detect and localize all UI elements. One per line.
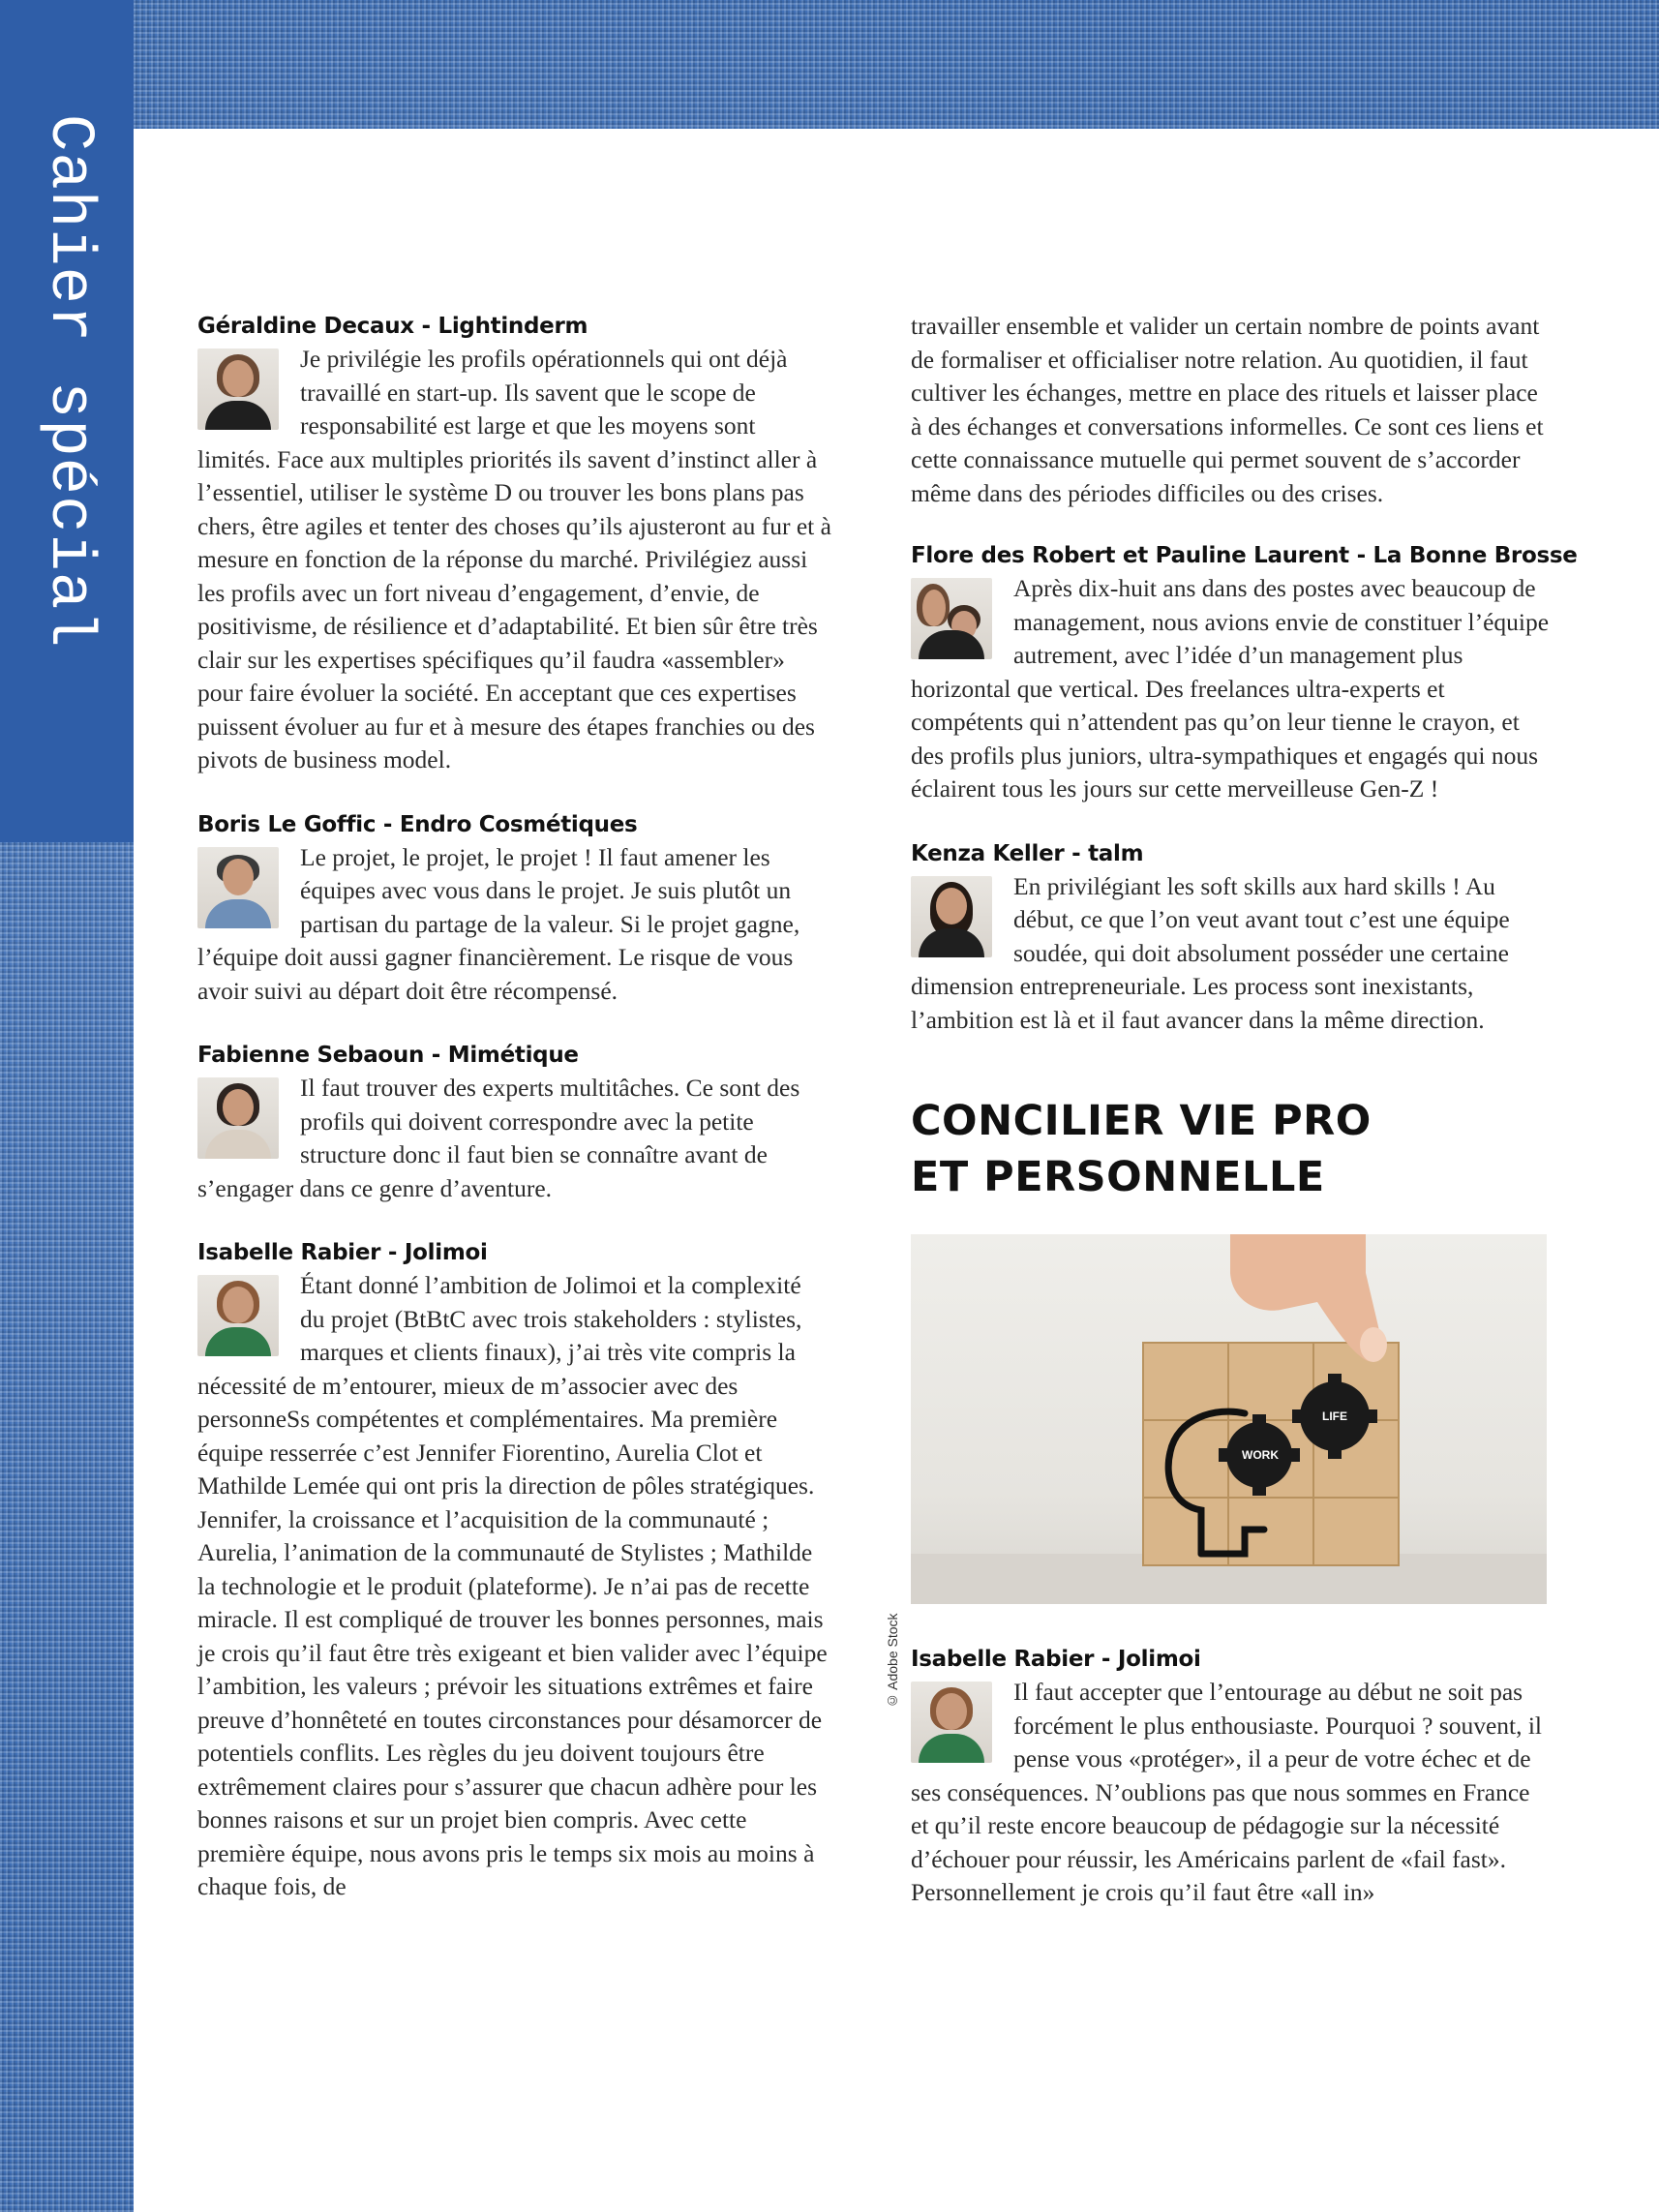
- testimonial-text: Le projet, le projet, le projet ! Il faut amener les équipes avec vous dans le projet. Je suis plutôt un partisan du partage de la valeur. Si le projet gagne, l’équipe doit aussi gagner financièrement. Le risque de vous avoir suivi au départ doit être récompensé.: [197, 842, 800, 1005]
- author-photo: [911, 876, 992, 957]
- testimonial-text: Je privilégie les profils opérationnels qui ont déjà travaillé en start-up. Ils savent que le scope de responsabilité est large et que les moyens sont limités. Face aux multiples priorités ils savent d’instinct aller à l’essentiel, utiliser le système D ou trouver les bons plans pas chers, être agiles et tenter des choses qu’ils ajusteront au fur et à mesure en fonction de la réponse du marché. Privilégiez aussi les profils avec un fort niveau d’engagement, d’envie, de positivisme, de résilience et d’adaptabilité. Et bien sûr être très clair sur les expertises spécifiques qu’il faudra «assembler» pour faire évoluer la société. En acceptant que ces expertises puissent évoluer au fur et à mesure des étapes franchies ou des pivots de business model.: [197, 345, 831, 773]
- testimonial-continuation: [911, 310, 1550, 510]
- author-photo: [197, 1077, 279, 1159]
- right-column: [911, 310, 1578, 1941]
- testimonial-text: travailler ensemble et valider un certain nombre de points avant de formaliser et officialiser notre relation. Au quotidien, il faut cultiver les échanges, mettre en place des rituels et laisser place à des échanges et conversations informelles. Ce sont ces liens et cette connaissance mutuelle qui permet souvent de s’accorder même dans des périodes difficiles ou des crises.: [911, 312, 1544, 507]
- testimonial-text: En privilégiant les soft skills aux hard skills ! Au début, ce que l’on veut avant tout c’est une équipe soudée, qui doit absolument posséder une certaine dimension entrepreneuriale. Les process sont inexistants, l’ambition est là et il faut avancer dans la même direction.: [911, 871, 1510, 1034]
- section-side-panel: [0, 0, 134, 842]
- wooden-blocks-illustration: [911, 1234, 1547, 1604]
- testimonial: [197, 1236, 831, 1904]
- author-photo: [197, 1275, 279, 1356]
- gear-life-label: LIFE: [1322, 1409, 1347, 1423]
- testimonial: [911, 539, 1578, 806]
- testimonial: [197, 310, 831, 777]
- testimonial-author: Fabienne Sebaoun - Mimétique: [197, 1043, 579, 1068]
- author-photo: [197, 348, 279, 430]
- testimonial-text: Il faut accepter que l’entourage au début ne soit pas forcément le plus enthousiaste. Pourquoi ? souvent, il pense vous «protéger», il a peur de votre échec et de ses conséquences. N’oublions pas que nous sommes en France et qu’il reste encore beaucoup de pédagogie sur la nécessité d’échouer pour réussir, les Américains parlent de «fail fast». Personnellement je crois qu’il faut être «all in»: [911, 1678, 1543, 1906]
- testimonial-author: Isabelle Rabier - Jolimoi: [911, 1647, 1201, 1672]
- testimonial: [197, 808, 831, 1009]
- gear-work-label: WORK: [1242, 1448, 1279, 1462]
- section-label: Cahier spécial: [34, 114, 104, 649]
- testimonial: [197, 1039, 831, 1205]
- work-life-balance-image: [911, 1234, 1547, 1604]
- photo-credit: © Adobe Stock: [885, 1613, 900, 1709]
- section-heading: CONCILIER VIE PRO ET PERSONNELLE: [911, 1097, 1372, 1201]
- author-photo: [911, 1682, 992, 1763]
- left-column: [197, 310, 831, 1935]
- testimonial-text: Il faut trouver des experts multitâches. Ce sont des profils qui doivent correspondre avec la petite structure donc il faut bien se connaître avant de s’engager dans ce genre d’aventure.: [197, 1074, 800, 1202]
- testimonial-author: Flore des Robert et Pauline Laurent - La Bonne Brosse: [911, 543, 1578, 568]
- testimonial-author: Boris Le Goffic - Endro Cosmétiques: [197, 811, 638, 837]
- testimonial: [911, 837, 1550, 1038]
- testimonial: [911, 1643, 1550, 1910]
- testimonial-text: Étant donné l’ambition de Jolimoi et la complexité du projet (BtBtC avec trois stakeholders : stylistes, marques et clients finaux), j’ai très vite compris la nécessité de m’entourer, mieux de m’associer avec des personneSs compétentes et complémentaires. Ma première équipe resserrée c’est Jennifer Fiorentino, Aurelia Clot et Mathilde Lemée qui ont pris la direction de pôles stratégiques. Jennifer, la croissance et l’acquisition de la communauté ; Aurelia, l’animation de la communauté de Stylistes ; Mathilde la technologie et le produit (plateforme). Je n’ai pas de recette miracle. Il est compliqué de trouver les bonnes personnes, mais je crois qu’il faut être très exigeant et bien valider avec l’équipe l’ambition, les valeurs ; prévoir les situations extrêmes et faire preuve d’honnêteté en toutes circonstances pour désamorcer de potentiels conflits. Les règles du jeu doivent toujours être extrêmement claires pour s’assurer que chacun adhère pour les bonnes raisons et sur un projet bien compris. Avec cette première équipe, nous avons pris le temps six mois au moins à chaque fois, de: [197, 1271, 828, 1900]
- testimonial-author: Isabelle Rabier - Jolimoi: [197, 1240, 488, 1265]
- author-photo: [911, 578, 992, 659]
- author-photo: [197, 847, 279, 928]
- testimonial-author: Géraldine Decaux - Lightinderm: [197, 314, 588, 339]
- testimonial-text: Après dix-huit ans dans des postes avec beaucoup de management, nous avions envie de constituer l’équipe autrement, avec l’idée d’un management plus horizontal que vertical. Des freelances ultra-experts et compétents qui n’attendent pas qu’on leur tienne le crayon, et des profils plus juniors, ultra-sympathiques et engagés qui nous éclairent tous les jours sur cette merveilleuse Gen-Z !: [911, 574, 1550, 803]
- testimonial-author: Kenza Keller - talm: [911, 840, 1144, 866]
